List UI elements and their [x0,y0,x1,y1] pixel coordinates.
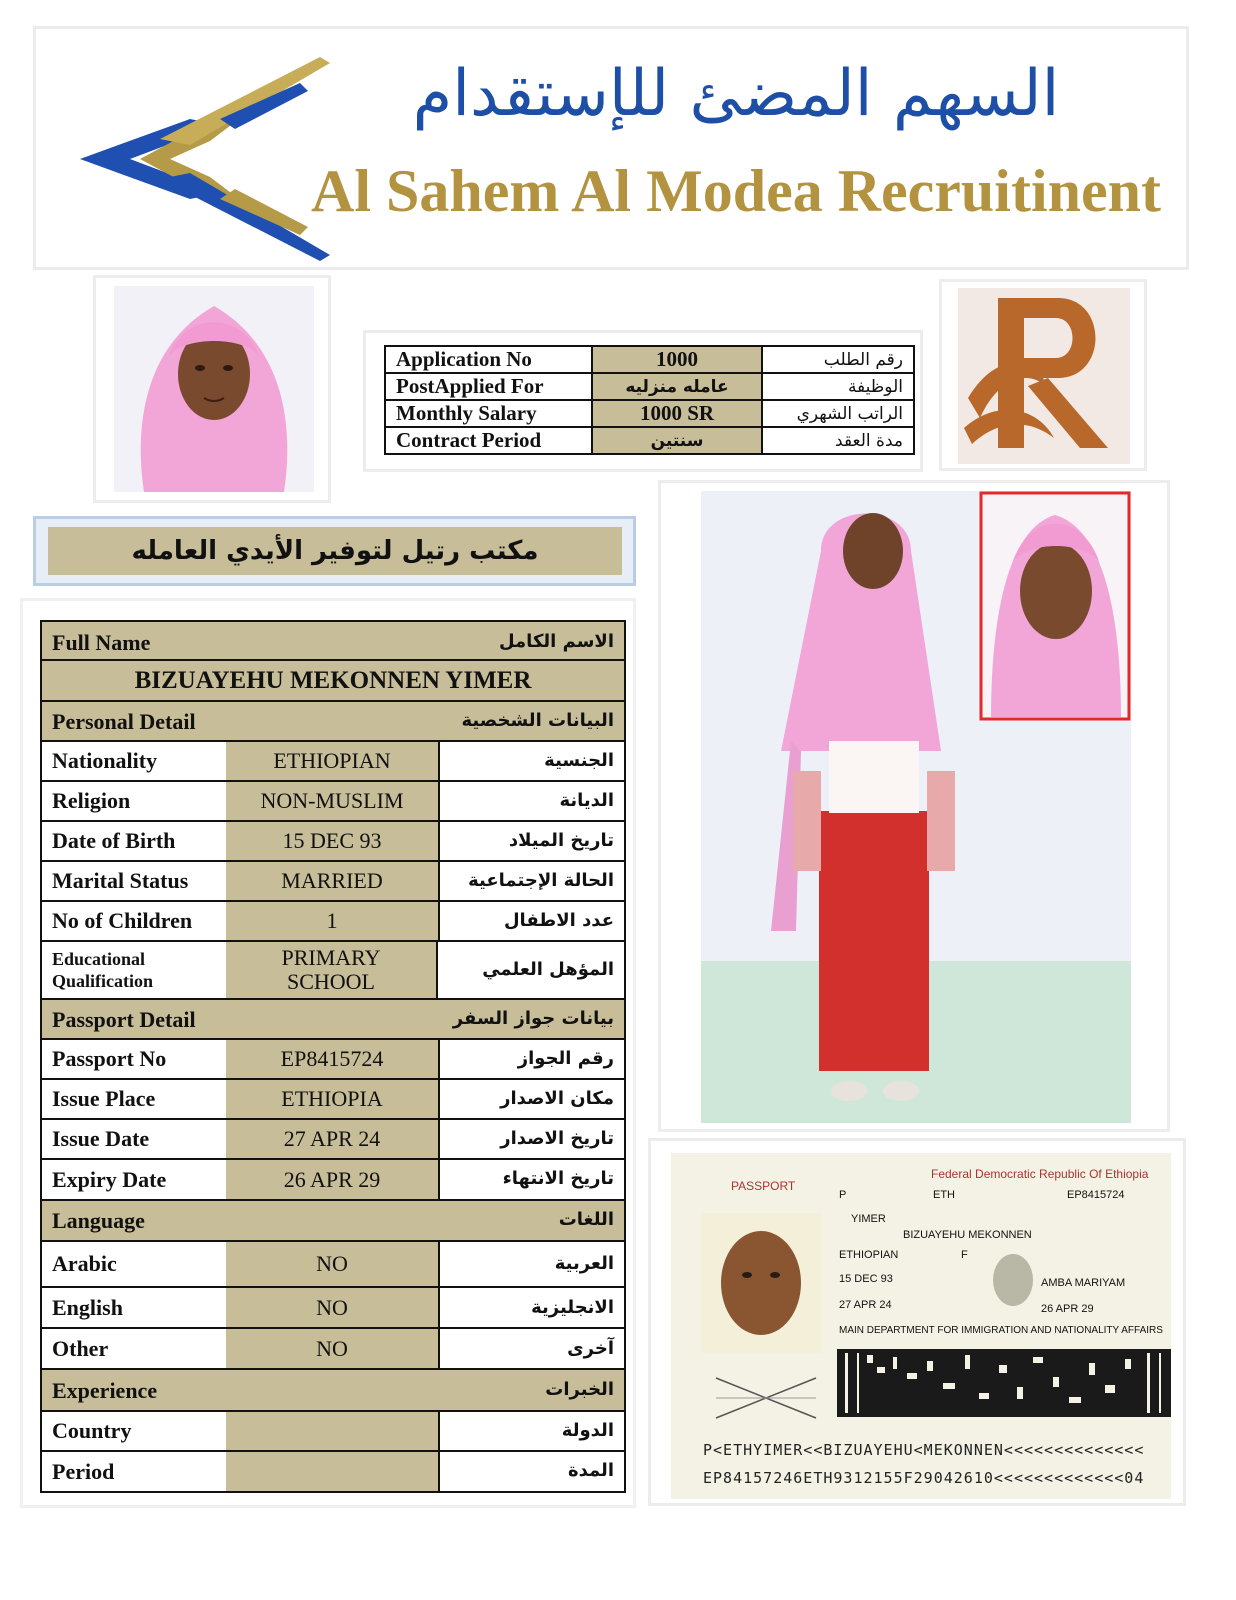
table-row [40,782,626,822]
application-summary [363,330,923,472]
application-no-label: Application No [385,346,592,373]
language-label-ar: اللغات [558,1209,614,1230]
marital-status-label-ar: الحالة الإجتماعية [468,870,614,891]
nationality-value: ETHIOPIAN [226,742,440,780]
passport-no-label-ar: رقم الجواز [517,1048,614,1069]
experience-period-label-ar: المدة [567,1460,614,1481]
portrait-photo-frame [93,275,331,503]
table-row [40,1288,626,1329]
full-name-label: Full Name [52,630,151,655]
office-name: مكتب رتيل لتوفير الأيدي العامله [48,527,622,575]
date-of-birth-label: Date of Birth [52,828,176,853]
experience-country-value [226,1412,440,1450]
passport-given-name: BIZUAYEHU MEKONNEN [903,1229,1032,1241]
passport-dob: 15 DEC 93 [839,1273,893,1285]
header-banner [33,26,1189,270]
office-r-logo [958,288,1130,464]
passport-ghost-photo [987,1249,1039,1311]
personal-detail-label: Personal Detail [52,709,196,734]
passport-authority: MAIN DEPARTMENT FOR IMMIGRATION AND NATIONALITY AFFAIRS [839,1325,1163,1336]
education-value-line1: PRIMARY [281,945,381,970]
table-row [385,346,914,373]
passport-mrz-line2: EP84157246ETH9312155F29042610<<<<<<<<<<<<<04 [703,1469,1145,1487]
other-language-label-ar: آخرى [567,1338,614,1359]
full-body-photo-frame [658,480,1170,1132]
expiry-date-label: Expiry Date [52,1166,167,1192]
table-row [40,822,626,862]
table-row [385,427,914,454]
company-arrow-logo [70,49,330,269]
table-row [40,1452,626,1493]
passport-detail-label: Passport Detail [52,1007,196,1032]
table-row [40,1242,626,1288]
passport-type: P [839,1189,847,1201]
marital-status-label: Marital Status [52,868,189,893]
experience-period-label: Period [52,1458,115,1484]
table-row [385,373,914,400]
company-arabic-title: السهم المضئ للإستقدام [412,57,1060,131]
signature-box [711,1373,821,1423]
passport-sex: F [961,1249,968,1261]
issue-place-value: ETHIOPIA [226,1080,440,1118]
issue-date-label-ar: تاريخ الاصدار [500,1128,614,1149]
nationality-label-ar: الجنسية [544,750,614,771]
passport-surname: YIMER [851,1213,886,1225]
table-row [40,942,626,1000]
contract-period-value: سنتين [592,427,762,454]
religion-label-ar: الديانة [559,790,614,811]
education-label-line2: Qualification [52,971,154,991]
passport-mrz-line1: P<ETHYIMER<<BIZUAYEHU<MEKONNEN<<<<<<<<<<<<<< [703,1441,1145,1459]
date-of-birth-label-ar: تاريخ الميلاد [508,830,614,851]
post-applied-value: عامله منزليه [592,373,762,400]
monthly-salary-value: 1000 SR [592,400,762,427]
experience-country-label-ar: الدولة [561,1420,614,1441]
table-row [40,902,626,942]
full-name-label-ar: الاسم الكامل [498,631,614,652]
passport-detail-label-ar: بيانات جواز السفر [452,1008,614,1029]
company-english-title: Al Sahem Al Modea Recruitinent [311,158,1161,224]
experience-section [40,1370,626,1412]
date-of-birth-value: 15 DEC 93 [226,822,440,860]
experience-country-label: Country [52,1418,132,1443]
full-name-value: BIZUAYEHU MEKONNEN YIMER [40,661,626,702]
table-row [40,1329,626,1370]
issue-date-label: Issue Date [52,1126,150,1151]
monthly-salary-label-ar: الراتب الشهري [762,400,914,427]
expiry-date-value: 26 APR 29 [226,1160,440,1199]
application-no-label-ar: رقم الطلب [762,346,914,373]
children-label-ar: عدد الاطفال [503,910,614,931]
table-row [385,400,914,427]
education-label-line1: Educational [52,949,146,969]
table-row [40,862,626,902]
arabic-language-value: NO [226,1242,440,1286]
post-applied-label: PostApplied For [385,373,592,400]
experience-label-ar: الخبرات [545,1379,614,1400]
education-value-line2: SCHOOL [286,969,375,994]
language-label: Language [52,1208,145,1233]
english-language-label: English [52,1294,123,1320]
passport-word: PASSPORT [731,1179,796,1193]
children-value: 1 [226,902,440,940]
passport-main-photo [701,1213,821,1353]
office-banner [33,516,636,586]
nationality-label: Nationality [52,748,158,773]
table-row [40,1040,626,1080]
table-row [40,1120,626,1160]
table-row [40,1080,626,1120]
expiry-date-label-ar: تاريخ الانتهاء [502,1168,614,1189]
passport-issue-date: 27 APR 24 [839,1299,892,1311]
application-table [384,345,915,455]
monthly-salary-label: Monthly Salary [385,400,592,427]
personal-detail-label-ar: البيانات الشخصية [461,710,614,731]
personal-detail-section [40,702,626,742]
arabic-language-label-ar: العربية [554,1253,614,1274]
contract-period-label-ar: مدة العقد [762,427,914,454]
religion-label: Religion [52,788,131,813]
passport-issuing-state: Federal Democratic Republic Of Ethiopia [931,1167,1149,1181]
language-section [40,1201,626,1242]
passport-barcode [837,1343,1171,1423]
other-language-value: NO [226,1329,440,1368]
full-body-photo [701,491,1131,1123]
issue-date-value: 27 APR 24 [226,1120,440,1158]
education-label-ar: المؤهل العلمي [482,959,614,980]
passport-scan [671,1153,1171,1499]
english-language-value: NO [226,1288,440,1327]
application-no-value: 1000 [592,346,762,373]
portrait-photo [114,286,314,492]
passport-no-value: EP8415724 [226,1040,440,1078]
contract-period-label: Contract Period [385,427,592,454]
arabic-language-label: Arabic [52,1251,117,1276]
issue-place-label: Issue Place [52,1086,156,1111]
passport-country-code: ETH [933,1189,955,1201]
table-row [40,1412,626,1452]
passport-detail-section [40,1000,626,1040]
passport-no-label: Passport No [52,1046,167,1071]
issue-place-label-ar: مكان الاصدار [500,1088,614,1109]
passport-nationality: ETHIOPIAN [839,1249,899,1261]
post-applied-label-ar: الوظيفة [762,373,914,400]
passport-scan-frame [648,1138,1186,1506]
full-name-header-row [40,620,626,661]
english-language-label-ar: الانجليزية [531,1297,614,1318]
other-language-label: Other [52,1335,109,1361]
religion-value: NON-MUSLIM [226,782,440,820]
passport-number: EP8415724 [1067,1189,1125,1201]
passport-place-of-birth: AMBA MARIYAM [1041,1277,1126,1289]
table-row [40,1160,626,1201]
office-logo-frame [939,279,1147,471]
table-row [40,742,626,782]
experience-period-value [226,1452,440,1491]
passport-expiry-date: 26 APR 29 [1041,1303,1094,1315]
children-label: No of Children [52,908,193,933]
marital-status-value: MARRIED [226,862,440,900]
experience-label: Experience [52,1378,158,1403]
